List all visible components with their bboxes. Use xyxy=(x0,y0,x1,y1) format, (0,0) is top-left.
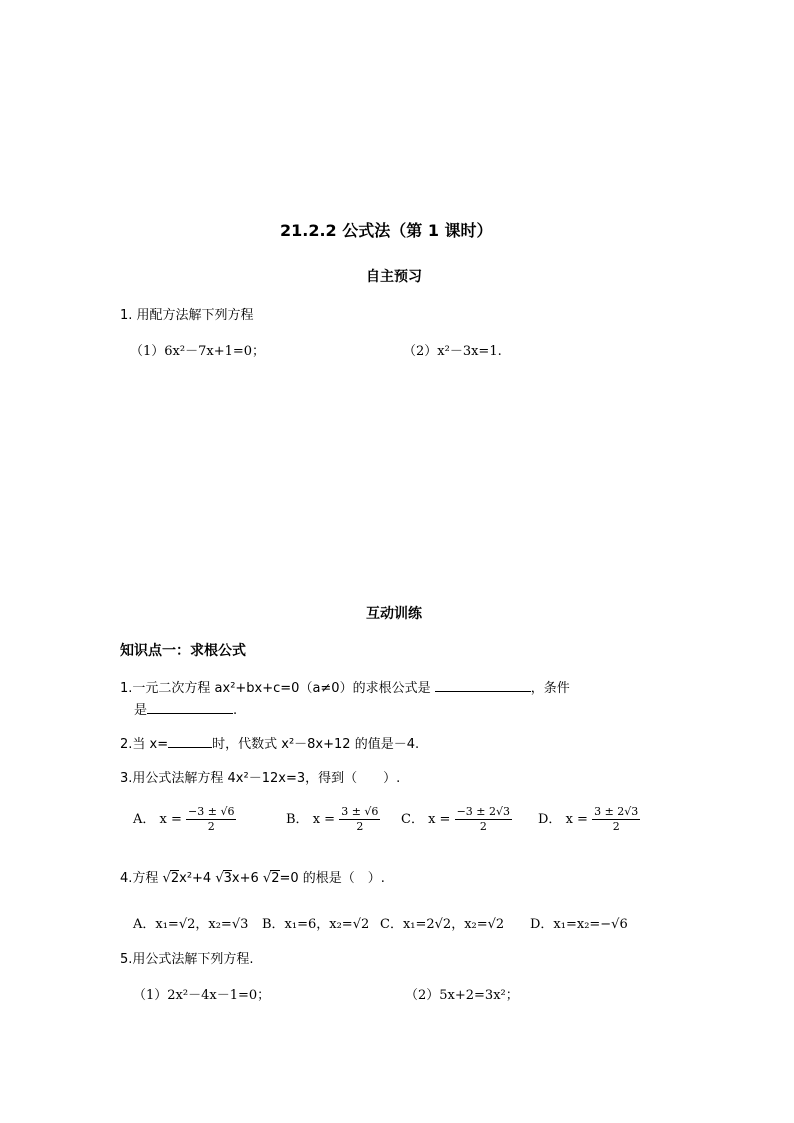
item-4-option-c[interactable]: C．x₁=2√2，x₂=√2 xyxy=(380,917,505,932)
item-5: 5.用公式法解下列方程. xyxy=(120,952,254,967)
item-1 xyxy=(120,677,570,696)
fraction xyxy=(455,805,512,834)
sqrt-2-radical: √2 xyxy=(162,871,180,886)
section-interactive-training: 互动训练 xyxy=(366,606,422,622)
item-4-term: x²+4 xyxy=(179,871,212,886)
fraction xyxy=(186,805,236,834)
item-3: 3.用公式法解方程 4x²－12x=3，得到（ ）. xyxy=(120,771,401,786)
sqrt-2-radical: √2 xyxy=(262,871,280,886)
item-4-end: =0 的根是（ ）. xyxy=(279,871,385,886)
equation: 6x²－7x+1=0； xyxy=(164,344,266,359)
item-1-condition: ，条件 xyxy=(530,681,570,696)
item-4-option-d[interactable]: D．x₁=x₂=−√6 xyxy=(530,917,628,932)
item-4 xyxy=(120,867,385,886)
item-2-text: 2.当 x= xyxy=(120,737,169,752)
numerator: −3 ± √6 xyxy=(188,805,235,818)
numerator: −3 ± 2√3 xyxy=(456,805,511,818)
numerator: 3 ± √6 xyxy=(341,805,379,818)
item-1-line-2 xyxy=(134,699,237,718)
x-equals: x = xyxy=(312,812,336,827)
denominator: 2 xyxy=(356,820,364,833)
item-1-text: 1.一元二次方程 ax²+bx+c=0（a≠0）的求根公式是 xyxy=(120,681,431,696)
knowledge-point-1: 知识点一：求根公式 xyxy=(120,643,246,659)
x-equals: x = xyxy=(159,812,182,827)
item-1-condition-lead: 是 xyxy=(134,703,148,718)
part-label: （1） xyxy=(130,344,165,359)
item-4-term: x+6 xyxy=(231,871,259,886)
item-5-part-1: （1）2x²－4x－1=0； xyxy=(133,988,271,1003)
option-letter: C． xyxy=(401,812,424,827)
item-3-option-d[interactable] xyxy=(538,805,640,834)
option-letter: A． xyxy=(133,812,156,827)
option-letter: B． xyxy=(286,812,309,827)
item-4-option-b[interactable]: B．x₁=6，x₂=√2 xyxy=(262,917,370,932)
denominator: 2 xyxy=(207,820,215,833)
item-5-part-2: （2）5x+2=3x²； xyxy=(405,988,519,1003)
item-3-option-a[interactable] xyxy=(133,805,236,834)
equation: x²－3x=1. xyxy=(437,344,502,359)
item-2 xyxy=(120,733,419,752)
answer-blank[interactable] xyxy=(147,701,233,714)
fraction xyxy=(592,805,640,834)
answer-blank[interactable] xyxy=(168,735,212,748)
item-3-option-b[interactable] xyxy=(286,805,380,834)
item-2-text-end: 时，代数式 x²－8x+12 的值是－4. xyxy=(212,737,420,752)
page-title: 21.2.2 公式法（第 1 课时） xyxy=(280,221,493,240)
denominator: 2 xyxy=(479,820,487,833)
question-1-part-1 xyxy=(130,340,265,359)
denominator: 2 xyxy=(612,820,620,833)
answer-blank[interactable] xyxy=(435,679,531,692)
question-1: 1. 用配方法解下列方程 xyxy=(120,308,254,323)
x-equals: x = xyxy=(565,812,588,827)
item-1-end: . xyxy=(233,703,238,718)
item-3-option-c[interactable] xyxy=(401,805,512,834)
fraction xyxy=(339,805,380,834)
option-letter: D． xyxy=(538,812,562,827)
part-label: （2） xyxy=(403,344,438,359)
section-self-study: 自主预习 xyxy=(366,269,422,285)
sqrt-3-radical: √3 xyxy=(215,871,232,886)
x-equals: x = xyxy=(428,812,451,827)
item-4-lead: 4.方程 xyxy=(120,871,159,886)
item-4-option-a[interactable]: A．x₁=√2，x₂=√3 xyxy=(133,917,249,932)
question-1-part-2 xyxy=(403,340,502,359)
numerator: 3 ± 2√3 xyxy=(594,805,639,818)
